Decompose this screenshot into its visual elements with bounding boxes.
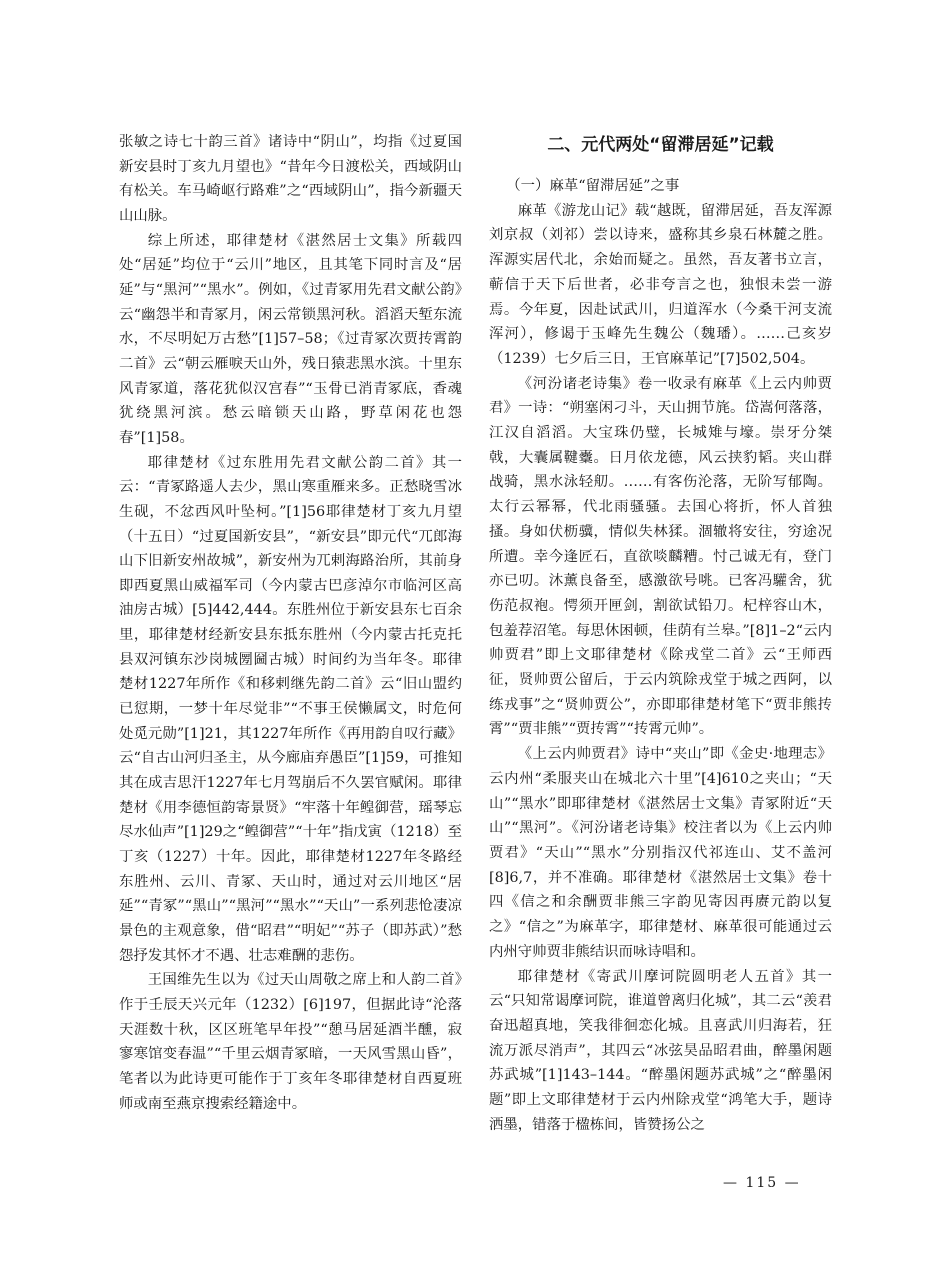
paragraph: 麻革《游龙山记》载“越既，留滞居延，吾友浑源刘京叔（刘祁）尝以诗来，盛称其乡泉石林麓之胜。浑源实居代北，余始而疑之。虽然，吾友著书立言，蕲信于天下后世者，必非夸言之也，独恨未尝一游焉。今年夏，因赴试武川，归道浑水（今桑干河支流浑河），修谒于玉峰先生魏公（魏璠）。……己亥岁（1239）七夕后三日，王官麻革记”[7]502,504。	[489, 202, 832, 367]
subsection-title: （一）麻革“留滞居延”之事	[506, 178, 680, 194]
section-title: 二、元代两处“留滞居延”记载	[547, 135, 774, 155]
paragraph-continuation: 张敏之诗七十韵三首》诸诗中“阴山”，均指《过夏国新安县时丁亥九月望也》“昔年今日渡松关，西域阴山有松关。车马崎岖行路难”之“西域阴山”，指今新疆天山山脉。	[119, 134, 462, 224]
paragraph: 综上所述，耶律楚材《湛然居士文集》所载四处“居延”均位于“云川”地区，且其笔下同时言及“居延”与“黑河”“黑水”。例如，《过青冢用先君文献公韵》云“幽怨半和青冢月，闲云常锁黑河秋。滔滔天堑东流水，不尽明妃万古愁”[1]57–58；《过青冢次贾抟霄韵二首》云“朝云雁唳天山外，残日猿悲黑水滨。十里东风青冢道，落花犹似汉宫春”“玉骨已消青冢底，香魂犹绕黑河滨。愁云暗锁天山路，野草闲花也怨春”[1]58。	[119, 232, 462, 446]
paragraph: 王国维先生以为《过天山周敬之席上和人韵二首》作于壬辰天兴元年（1232）[6]197，但据此诗“沦落天涯数十秋，区区班笔早年投”“憩马居延酒半醺，寂寥寒馆变春温”“千里云烟青冢暗，一天风雪黑山昏”，笔者以为此诗更可能作于丁亥年冬耶律楚材自西夏班师或南至燕京搜索经籍途中。	[119, 972, 462, 1112]
page-number: — 115 —	[723, 1175, 801, 1191]
left-column	[119, 130, 462, 1116]
paragraph: 《上云内帅贾君》诗中“夹山”即《金史·地理志》云内州“柔服夹山在城北六十里”[4]610之夹山；“天山”“黑水”即耶律楚材《湛然居士文集》青冢附近“天山”“黑河”。《河汾诸老诗集》校注者以为《上云内帅贾君》“天山”“黑水”分别指汉代祁连山、艾不盖河[8]6,7，并不准确。耶律楚材《湛然居士文集》卷十四《信之和余酬贾非熊三字韵见寄因再赓元韵以复之》“信之”为麻革字，耶律楚材、麻革很可能通过云内州守帅贾非熊结识而咏诗唱和。	[489, 746, 832, 960]
right-column	[489, 132, 832, 1137]
paragraph: 耶律楚材《过东胜用先君文献公韵二首》其一云：“青冢路遥人去少，黑山寒重雁来多。正愁晓雪冰生砚，不忿西风叶坠柯。”[1]56耶律楚材丁亥九月望（十五日）“过夏国新安县”，“新安县”即元代“兀郎海山下旧新安州故城”，新安州为兀剌海路治所，其前身即西夏黑山威福军司（今内蒙古巴彦淖尔市临河区高油房古城）[5]442,444。东胜州位于新安县东七百余里，耶律楚材经新安县东抵东胜州（今内蒙古托克托县双河镇东沙岗城圐圙古城）时间约为当年冬。耶律楚材1227年所作《和移剌继先韵二首》云“旧山盟约已愆期，一梦十年尽觉非”“不事王侯懒属文，时危何处觅元勋”[1]21，其1227年所作《再用韵自叹行藏》云“自古山河归圣主，从今廊庙弃愚臣”[1]59，可推知其在成吉思汗1227年七月驾崩后不久罢官赋闲。耶律楚材《用李德恒韵寄景贤》“牢落十年鳇御营，瑶琴忘尽水仙声”[1]29之“鳇御营”“十年”指戊寅（1218）至丁亥（1227）十年。因此，耶律楚材1227年冬路经东胜州、云川、青冢、天山时，通过对云川地区“居延”“青冢”“黑山”“黑河”“黑水”“天山”一系列悲怆凄凉景色的主观意象，借“昭君”“明妃”“苏子（即苏武）”愁怨抒发其怀才不遇、壮志难酬的悲伤。	[119, 454, 462, 964]
paragraph: 《河汾诸老诗集》卷一收录有麻革《上云内帅贾君》一诗：“朔塞闲刁斗，天山拥节旄。岱嵩何落落，江汉自滔滔。大宝珠仍璧，长城雉与壕。崇牙分桀戟，大囊属鞬櫜。日月依龙德，风云挟豹韬。夹山群战骑，黑水泳轻舠。……有客伤沦落，无阶写郁陶。太行云幂幂，代北雨骚骚。去国心将折，怀人首独搔。身如伏枥骥，情似失林猱。涸辙将安往，穷途况所遭。幸今逢匠石，直欲啖麟糟。忖己诚无有，登门亦已叨。沐薰良备至，感激欲号咷。已客冯驩舍，犹伤范叔袍。愕须开匣剑，割欲试铅刀。杞梓容山木，包羞荐沼笔。每思休困顿，佳荫有兰皋。”[8]1–2“云内帅贾君”即上文耶律楚材《除戎堂二首》云“王师西征，贤帅贾公留后，于云内筑除戎堂于城之西阿，以练戎事”之“贤帅贾公”，亦即耶律楚材笔下“贾非熊抟霄”“贾非熊”“贾抟霄”“抟霄元帅”。	[489, 375, 832, 738]
paragraph: 耶律楚材《寄武川摩诃院圆明老人五首》其一云“只知常谒摩诃院，谁道曾离归化城”，其二云“羡君奋迅超真地，笑我徘徊恋化城。且喜武川归海若，狂流万派尽消声”，其四云“冰弦昊品昭君曲，醉墨闲题苏武城”[1]143–144。“醉墨闲题苏武城”之“醉墨闲题”即上文耶律楚材于云内州除戎堂“鸿笔大手，题诗洒墨，错落于楹栋间，皆赞扬公之	[489, 968, 832, 1133]
